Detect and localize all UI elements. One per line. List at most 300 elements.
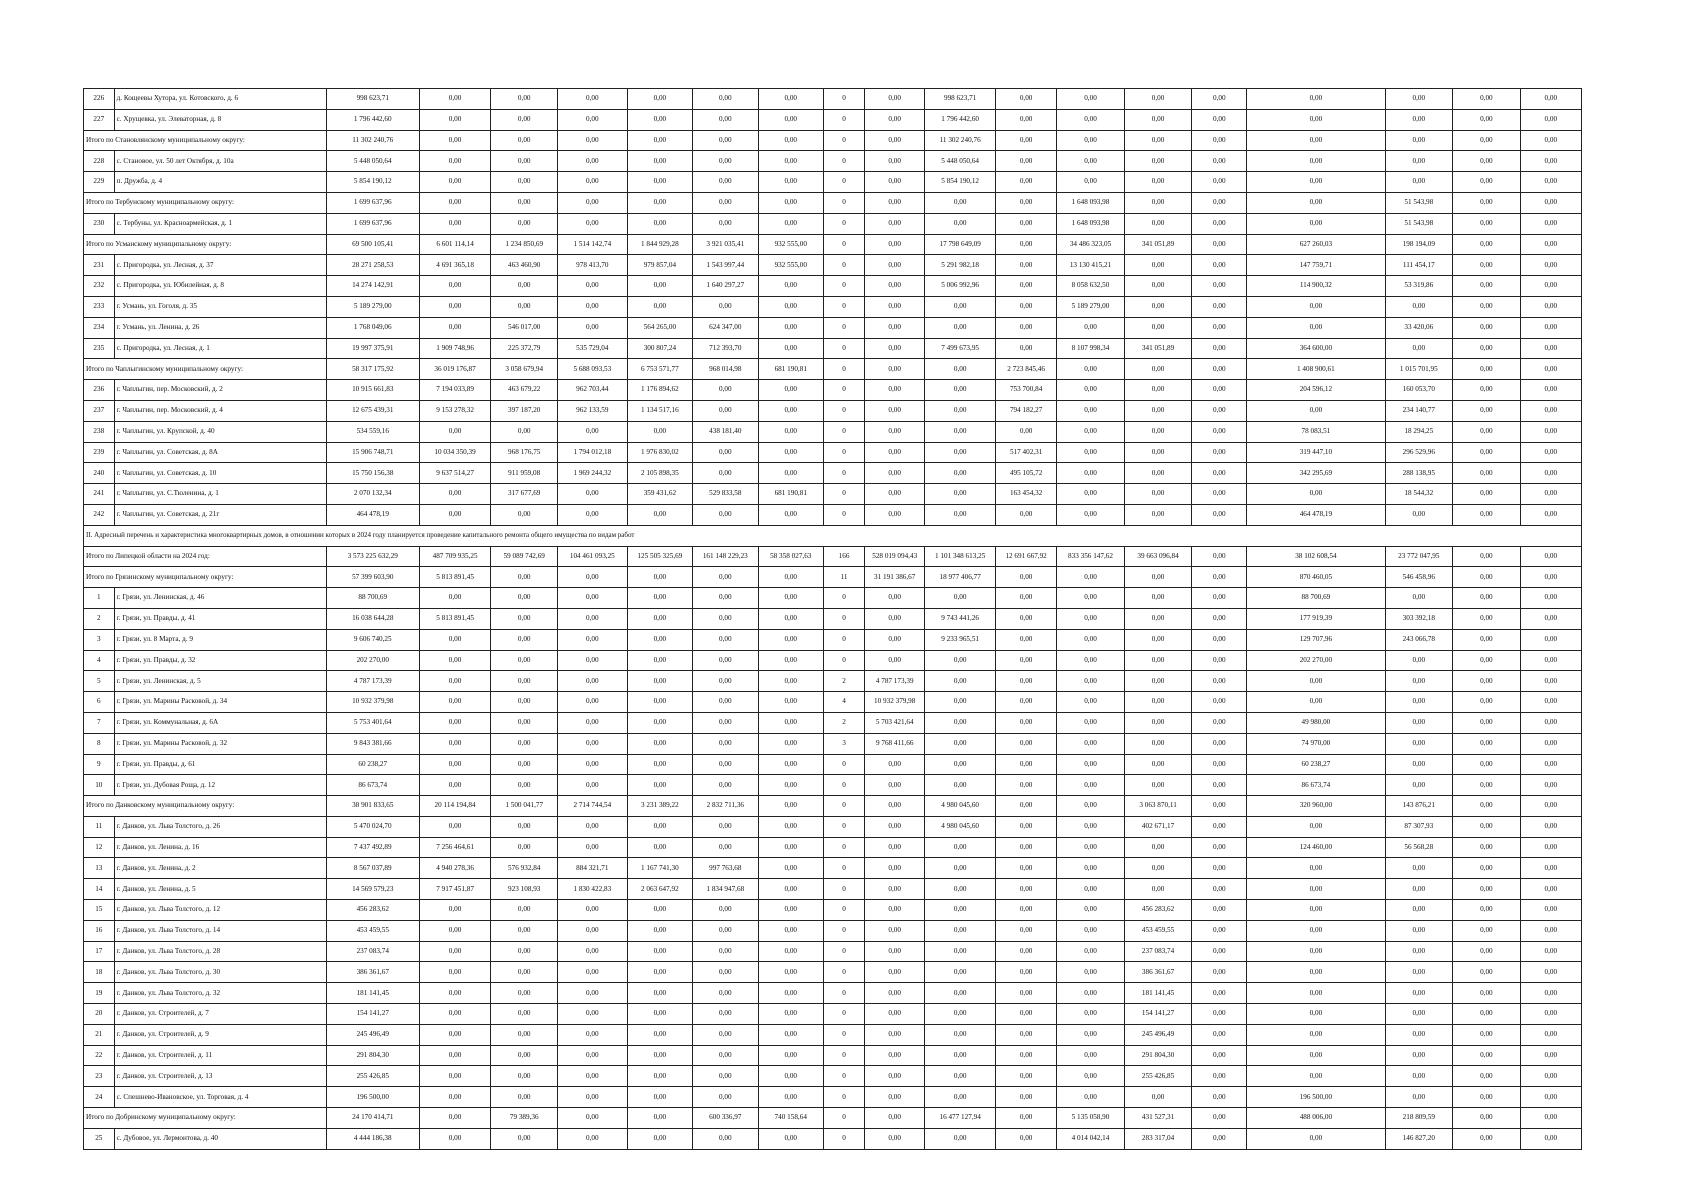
value-cell: 12 675 439,31 bbox=[326, 400, 419, 421]
address-cell: с. Дубовое, ул. Лермонтова, д. 40 bbox=[114, 1128, 326, 1149]
value-cell: 529 833,58 bbox=[693, 484, 758, 505]
value-cell: 0,00 bbox=[1057, 816, 1125, 837]
value-cell: 0,00 bbox=[758, 567, 823, 588]
value-cell: 0,00 bbox=[996, 234, 1057, 255]
value-cell: 0,00 bbox=[1520, 629, 1581, 650]
value-cell: 0,00 bbox=[693, 1128, 758, 1149]
value-cell: 51 543,98 bbox=[1385, 192, 1453, 213]
value-cell: 0 bbox=[823, 380, 864, 401]
table-row bbox=[84, 775, 1582, 796]
value-cell: 1 234 850,69 bbox=[491, 234, 558, 255]
value-cell: 0,00 bbox=[1247, 89, 1385, 110]
address-cell: с. Спешнево-Ивановское, ул. Торговая, д. 4 bbox=[114, 1087, 326, 1108]
value-cell: 202 270,00 bbox=[326, 650, 419, 671]
value-cell: 487 709 935,25 bbox=[419, 546, 491, 567]
value-cell: 0,00 bbox=[1520, 255, 1581, 276]
value-cell: 0,00 bbox=[491, 1024, 558, 1045]
value-cell: 0 bbox=[823, 338, 864, 359]
value-cell: 0,00 bbox=[627, 816, 692, 837]
value-cell: 0,00 bbox=[925, 421, 996, 442]
value-cell: 681 190,81 bbox=[758, 359, 823, 380]
value-cell: 0,00 bbox=[865, 900, 925, 921]
value-cell: 0,00 bbox=[865, 255, 925, 276]
value-cell: 0,00 bbox=[925, 1128, 996, 1149]
value-cell: 3 063 870,11 bbox=[1124, 796, 1192, 817]
value-cell: 0,00 bbox=[1453, 796, 1521, 817]
value-cell: 0,00 bbox=[419, 213, 491, 234]
value-cell: 0,00 bbox=[1385, 1024, 1453, 1045]
value-cell: 0,00 bbox=[996, 255, 1057, 276]
value-cell: 0,00 bbox=[996, 172, 1057, 193]
value-cell: 0,00 bbox=[865, 317, 925, 338]
value-cell: 962 133,59 bbox=[557, 400, 627, 421]
value-cell: 0,00 bbox=[1453, 317, 1521, 338]
value-cell: 0,00 bbox=[1453, 1128, 1521, 1149]
value-cell: 0,00 bbox=[758, 400, 823, 421]
value-cell: 0,00 bbox=[1453, 608, 1521, 629]
address-cell: г. Чаплыгин, ул. Советская, д. 21г bbox=[114, 504, 326, 525]
value-cell: 0,00 bbox=[693, 900, 758, 921]
value-cell: 0,00 bbox=[557, 1087, 627, 1108]
value-cell: 49 980,00 bbox=[1247, 712, 1385, 733]
value-cell: 0,00 bbox=[1124, 172, 1192, 193]
value-cell: 0,00 bbox=[1124, 567, 1192, 588]
value-cell: 0,00 bbox=[693, 296, 758, 317]
value-cell: 0,00 bbox=[1453, 920, 1521, 941]
value-cell: 0,00 bbox=[557, 567, 627, 588]
value-cell: 0,00 bbox=[1057, 1004, 1125, 1025]
value-cell: 0,00 bbox=[491, 130, 558, 151]
value-cell: 431 527,31 bbox=[1124, 1108, 1192, 1129]
value-cell: 0,00 bbox=[865, 1045, 925, 1066]
value-cell: 0,00 bbox=[865, 296, 925, 317]
address-cell: с. Тербуны, ул. Красноармейская, д. 1 bbox=[114, 213, 326, 234]
value-cell: 0,00 bbox=[996, 733, 1057, 754]
value-cell: 0,00 bbox=[1192, 172, 1247, 193]
value-cell: 0,00 bbox=[557, 213, 627, 234]
row-number: 14 bbox=[84, 879, 115, 900]
value-cell: 255 426,85 bbox=[326, 1066, 419, 1087]
value-cell: 624 347,00 bbox=[693, 317, 758, 338]
value-cell: 15 906 748,71 bbox=[326, 442, 419, 463]
row-number: 6 bbox=[84, 692, 115, 713]
value-cell: 0,00 bbox=[1192, 650, 1247, 671]
value-cell: 15 750 156,38 bbox=[326, 463, 419, 484]
value-cell: 0,00 bbox=[996, 941, 1057, 962]
value-cell: 0,00 bbox=[865, 172, 925, 193]
value-cell: 453 459,55 bbox=[1124, 920, 1192, 941]
value-cell: 0,00 bbox=[996, 1004, 1057, 1025]
value-cell: 11 302 240,76 bbox=[326, 130, 419, 151]
value-cell: 53 319,86 bbox=[1385, 276, 1453, 297]
value-cell: 20 114 194,84 bbox=[419, 796, 491, 817]
value-cell: 0,00 bbox=[1124, 608, 1192, 629]
value-cell: 0,00 bbox=[1520, 338, 1581, 359]
value-cell: 0,00 bbox=[1520, 296, 1581, 317]
value-cell: 0,00 bbox=[557, 192, 627, 213]
value-cell: 0,00 bbox=[693, 463, 758, 484]
value-cell: 0,00 bbox=[1124, 712, 1192, 733]
value-cell: 18 977 406,77 bbox=[925, 567, 996, 588]
value-cell: 0,00 bbox=[1520, 733, 1581, 754]
value-cell: 0,00 bbox=[1192, 900, 1247, 921]
value-cell: 0,00 bbox=[996, 671, 1057, 692]
value-cell: 0,00 bbox=[925, 962, 996, 983]
value-cell: 0,00 bbox=[557, 837, 627, 858]
value-cell: 0,00 bbox=[1520, 712, 1581, 733]
value-cell: 59 089 742,69 bbox=[491, 546, 558, 567]
value-cell: 0,00 bbox=[491, 1004, 558, 1025]
value-cell: 181 141,45 bbox=[1124, 983, 1192, 1004]
value-cell: 0,00 bbox=[1247, 983, 1385, 1004]
value-cell: 234 140,77 bbox=[1385, 400, 1453, 421]
value-cell: 0,00 bbox=[925, 296, 996, 317]
value-cell: 34 486 323,05 bbox=[1057, 234, 1125, 255]
value-cell: 74 970,00 bbox=[1247, 733, 1385, 754]
value-cell: 0,00 bbox=[1192, 484, 1247, 505]
value-cell: 1 796 442,60 bbox=[326, 109, 419, 130]
value-cell: 1 969 244,32 bbox=[557, 463, 627, 484]
value-cell: 38 102 608,54 bbox=[1247, 546, 1385, 567]
value-cell: 0,00 bbox=[557, 650, 627, 671]
value-cell: 0,00 bbox=[419, 671, 491, 692]
value-cell: 0,00 bbox=[865, 234, 925, 255]
value-cell: 0,00 bbox=[419, 89, 491, 110]
value-cell: 0,00 bbox=[627, 629, 692, 650]
value-cell: 0,00 bbox=[1057, 109, 1125, 130]
value-cell: 0,00 bbox=[758, 671, 823, 692]
value-cell: 0,00 bbox=[693, 650, 758, 671]
value-cell: 1 976 830,02 bbox=[627, 442, 692, 463]
value-cell: 9 843 381,66 bbox=[326, 733, 419, 754]
address-cell: г. Данков, ул. Льва Толстого, д. 26 bbox=[114, 816, 326, 837]
value-cell: 0,00 bbox=[758, 983, 823, 1004]
value-cell: 0,00 bbox=[1520, 796, 1581, 817]
value-cell: 0,00 bbox=[557, 1004, 627, 1025]
value-cell: 0,00 bbox=[1124, 671, 1192, 692]
value-cell: 0 bbox=[823, 1004, 864, 1025]
value-cell: 0,00 bbox=[1453, 172, 1521, 193]
value-cell: 1 834 947,68 bbox=[693, 879, 758, 900]
value-cell: 0,00 bbox=[419, 629, 491, 650]
value-cell: 0,00 bbox=[1057, 380, 1125, 401]
row-number: 18 bbox=[84, 962, 115, 983]
table-row bbox=[84, 213, 1582, 234]
value-cell: 0,00 bbox=[491, 1128, 558, 1149]
value-cell: 0,00 bbox=[491, 421, 558, 442]
value-cell: 0,00 bbox=[996, 962, 1057, 983]
row-number: 227 bbox=[84, 109, 115, 130]
value-cell: 1 844 929,28 bbox=[627, 234, 692, 255]
value-cell: 0,00 bbox=[925, 1004, 996, 1025]
value-cell: 39 663 096,84 bbox=[1124, 546, 1192, 567]
value-cell: 0,00 bbox=[865, 1128, 925, 1149]
total-row bbox=[84, 192, 1582, 213]
value-cell: 9 743 441,26 bbox=[925, 608, 996, 629]
row-number: 235 bbox=[84, 338, 115, 359]
address-cell: г. Чаплыгин, ул. Советская, д. 10 bbox=[114, 463, 326, 484]
value-cell: 0,00 bbox=[693, 920, 758, 941]
value-cell: 456 283,62 bbox=[1124, 900, 1192, 921]
value-cell: 218 809,59 bbox=[1385, 1108, 1453, 1129]
value-cell: 0,00 bbox=[491, 172, 558, 193]
value-cell: 0,00 bbox=[693, 109, 758, 130]
value-cell: 0,00 bbox=[996, 692, 1057, 713]
value-cell: 0,00 bbox=[693, 192, 758, 213]
value-cell: 283 317,04 bbox=[1124, 1128, 1192, 1149]
value-cell: 0,00 bbox=[996, 1024, 1057, 1045]
value-cell: 0,00 bbox=[758, 380, 823, 401]
value-cell: 0,00 bbox=[1057, 1045, 1125, 1066]
value-cell: 0,00 bbox=[557, 1108, 627, 1129]
value-cell: 0,00 bbox=[693, 754, 758, 775]
value-cell: 0,00 bbox=[996, 1066, 1057, 1087]
value-cell: 0,00 bbox=[996, 567, 1057, 588]
value-cell: 129 707,96 bbox=[1247, 629, 1385, 650]
value-cell: 0,00 bbox=[1247, 816, 1385, 837]
value-cell: 0,00 bbox=[1057, 172, 1125, 193]
value-cell: 1 101 348 613,25 bbox=[925, 546, 996, 567]
value-cell: 0,00 bbox=[1057, 692, 1125, 713]
value-cell: 291 804,30 bbox=[326, 1045, 419, 1066]
value-cell: 0,00 bbox=[996, 1108, 1057, 1129]
value-cell: 31 191 386,67 bbox=[865, 567, 925, 588]
value-cell: 0,00 bbox=[865, 608, 925, 629]
value-cell: 38 901 833,65 bbox=[326, 796, 419, 817]
value-cell: 0,00 bbox=[1453, 546, 1521, 567]
value-cell: 0,00 bbox=[1057, 775, 1125, 796]
value-cell: 0,00 bbox=[1124, 151, 1192, 172]
table-row bbox=[84, 504, 1582, 525]
value-cell: 0,00 bbox=[1057, 151, 1125, 172]
value-cell: 564 265,00 bbox=[627, 317, 692, 338]
value-cell: 0,00 bbox=[1124, 650, 1192, 671]
value-cell: 0,00 bbox=[1192, 588, 1247, 609]
value-cell: 0,00 bbox=[1453, 296, 1521, 317]
value-cell: 0,00 bbox=[1192, 1024, 1247, 1045]
value-cell: 0,00 bbox=[693, 983, 758, 1004]
value-cell: 18 544,32 bbox=[1385, 484, 1453, 505]
value-cell: 2 bbox=[823, 712, 864, 733]
value-cell: 0,00 bbox=[925, 650, 996, 671]
value-cell: 0,00 bbox=[627, 671, 692, 692]
value-cell: 5 854 190,12 bbox=[326, 172, 419, 193]
value-cell: 0 bbox=[823, 421, 864, 442]
value-cell: 0,00 bbox=[1520, 588, 1581, 609]
value-cell: 0,00 bbox=[865, 109, 925, 130]
table-row bbox=[84, 109, 1582, 130]
value-cell: 0,00 bbox=[419, 504, 491, 525]
value-cell: 0,00 bbox=[693, 1045, 758, 1066]
value-cell: 0,00 bbox=[491, 754, 558, 775]
value-cell: 0,00 bbox=[1057, 1066, 1125, 1087]
value-cell: 0,00 bbox=[627, 588, 692, 609]
value-cell: 0,00 bbox=[1247, 151, 1385, 172]
value-cell: 0,00 bbox=[1520, 234, 1581, 255]
value-cell: 0,00 bbox=[1247, 879, 1385, 900]
value-cell: 932 555,00 bbox=[758, 234, 823, 255]
value-cell: 166 bbox=[823, 546, 864, 567]
address-cell: г. Грязи, ул. Дубовая Роща, д. 12 bbox=[114, 775, 326, 796]
value-cell: 0,00 bbox=[1192, 192, 1247, 213]
row-number: 237 bbox=[84, 400, 115, 421]
value-cell: 0,00 bbox=[1385, 712, 1453, 733]
value-cell: 0,00 bbox=[557, 421, 627, 442]
value-cell: 0,00 bbox=[1385, 900, 1453, 921]
value-cell: 0,00 bbox=[925, 1045, 996, 1066]
value-cell: 0,00 bbox=[1453, 1045, 1521, 1066]
value-cell: 0,00 bbox=[1385, 338, 1453, 359]
value-cell: 0,00 bbox=[419, 1066, 491, 1087]
value-cell: 0,00 bbox=[1247, 692, 1385, 713]
value-cell: 0,00 bbox=[1192, 296, 1247, 317]
value-cell: 488 006,00 bbox=[1247, 1108, 1385, 1129]
value-cell: 0,00 bbox=[925, 317, 996, 338]
table-row bbox=[84, 837, 1582, 858]
value-cell: 0,00 bbox=[1057, 733, 1125, 754]
value-cell: 320 960,00 bbox=[1247, 796, 1385, 817]
value-cell: 0,00 bbox=[419, 1108, 491, 1129]
value-cell: 0,00 bbox=[996, 796, 1057, 817]
table-row bbox=[84, 983, 1582, 1004]
value-cell: 0,00 bbox=[1453, 1108, 1521, 1129]
value-cell: 0,00 bbox=[1520, 109, 1581, 130]
value-cell: 0,00 bbox=[1124, 463, 1192, 484]
value-cell: 0,00 bbox=[865, 858, 925, 879]
address-cell: с. Пригородка, ул. Лесная, д. 37 bbox=[114, 255, 326, 276]
value-cell: 0,00 bbox=[557, 276, 627, 297]
value-cell: 0,00 bbox=[996, 109, 1057, 130]
value-cell: 0,00 bbox=[758, 650, 823, 671]
value-cell: 0,00 bbox=[491, 712, 558, 733]
value-cell: 0,00 bbox=[1192, 920, 1247, 941]
value-cell: 0,00 bbox=[627, 296, 692, 317]
value-cell: 0,00 bbox=[1247, 317, 1385, 338]
value-cell: 0,00 bbox=[1192, 317, 1247, 338]
value-cell: 0,00 bbox=[758, 733, 823, 754]
value-cell: 0,00 bbox=[758, 796, 823, 817]
value-cell: 0,00 bbox=[865, 380, 925, 401]
value-cell: 0,00 bbox=[419, 1128, 491, 1149]
value-cell: 0,00 bbox=[627, 421, 692, 442]
value-cell: 0 bbox=[823, 941, 864, 962]
value-cell: 0,00 bbox=[419, 920, 491, 941]
value-cell: 0,00 bbox=[1453, 837, 1521, 858]
value-cell: 0,00 bbox=[693, 588, 758, 609]
row-number: 5 bbox=[84, 671, 115, 692]
value-cell: 0 bbox=[823, 900, 864, 921]
value-cell: 0,00 bbox=[996, 650, 1057, 671]
address-cell: г. Грязи, ул. Ленинская, д. 46 bbox=[114, 588, 326, 609]
section-title: II. Адресный перечень и характеристика многоквартирных домов, в отношении которых в 2024 году планируется проведение капитального ремонта общего имущества по видам работ bbox=[84, 525, 1582, 546]
value-cell: 0,00 bbox=[491, 650, 558, 671]
value-cell: 33 420,06 bbox=[1385, 317, 1453, 338]
table-body bbox=[84, 89, 1582, 1150]
value-cell: 0,00 bbox=[996, 837, 1057, 858]
address-cell: г. Данков, ул. Льва Толстого, д. 28 bbox=[114, 941, 326, 962]
value-cell: 0,00 bbox=[491, 837, 558, 858]
value-cell: 0,00 bbox=[1453, 879, 1521, 900]
value-cell: 0,00 bbox=[491, 109, 558, 130]
value-cell: 0,00 bbox=[693, 816, 758, 837]
value-cell: 10 915 661,83 bbox=[326, 380, 419, 401]
row-number: 1 bbox=[84, 588, 115, 609]
value-cell: 0,00 bbox=[1247, 1004, 1385, 1025]
value-cell: 0,00 bbox=[1124, 109, 1192, 130]
value-cell: 0,00 bbox=[557, 692, 627, 713]
value-cell: 0,00 bbox=[491, 983, 558, 1004]
value-cell: 0,00 bbox=[419, 692, 491, 713]
value-cell: 0,00 bbox=[693, 733, 758, 754]
value-cell: 317 677,69 bbox=[491, 484, 558, 505]
value-cell: 14 569 579,23 bbox=[326, 879, 419, 900]
value-cell: 0,00 bbox=[1453, 338, 1521, 359]
value-cell: 7 499 673,95 bbox=[925, 338, 996, 359]
table-row bbox=[84, 900, 1582, 921]
table-row bbox=[84, 1066, 1582, 1087]
value-cell: 9 233 965,51 bbox=[925, 629, 996, 650]
value-cell: 0,00 bbox=[627, 504, 692, 525]
value-cell: 0,00 bbox=[1385, 920, 1453, 941]
value-cell: 0,00 bbox=[1520, 900, 1581, 921]
value-cell: 0,00 bbox=[1124, 255, 1192, 276]
address-cell: г. Чаплыгин, пер. Московский, д. 2 bbox=[114, 380, 326, 401]
value-cell: 0,00 bbox=[419, 900, 491, 921]
value-cell: 0,00 bbox=[693, 962, 758, 983]
value-cell: 0,00 bbox=[1453, 567, 1521, 588]
value-cell: 0,00 bbox=[627, 754, 692, 775]
value-cell: 0,00 bbox=[1453, 733, 1521, 754]
value-cell: 0,00 bbox=[693, 1004, 758, 1025]
address-cell: с. Пригородка, ул. Лесная, д. 1 bbox=[114, 338, 326, 359]
value-cell: 0,00 bbox=[1520, 213, 1581, 234]
value-cell: 0,00 bbox=[557, 671, 627, 692]
value-cell: 0,00 bbox=[1385, 1087, 1453, 1108]
value-cell: 9 637 514,27 bbox=[419, 463, 491, 484]
value-cell: 1 543 997,44 bbox=[693, 255, 758, 276]
value-cell: 0,00 bbox=[627, 1087, 692, 1108]
value-cell: 198 194,09 bbox=[1385, 234, 1453, 255]
row-number: 226 bbox=[84, 89, 115, 110]
value-cell: 0,00 bbox=[865, 421, 925, 442]
value-cell: 5 189 279,00 bbox=[1057, 296, 1125, 317]
total-label: Итого по Данковскому муниципальному округу: bbox=[84, 796, 327, 817]
value-cell: 1 796 442,60 bbox=[925, 109, 996, 130]
value-cell: 0,00 bbox=[1385, 172, 1453, 193]
value-cell: 0 bbox=[823, 1128, 864, 1149]
value-cell: 0,00 bbox=[557, 109, 627, 130]
value-cell: 0,00 bbox=[925, 733, 996, 754]
value-cell: 833 356 147,62 bbox=[1057, 546, 1125, 567]
value-cell: 79 389,36 bbox=[491, 1108, 558, 1129]
value-cell: 0,00 bbox=[1247, 1066, 1385, 1087]
value-cell: 0,00 bbox=[865, 463, 925, 484]
value-cell: 0,00 bbox=[925, 504, 996, 525]
value-cell: 0,00 bbox=[865, 359, 925, 380]
value-cell: 0 bbox=[823, 296, 864, 317]
value-cell: 0,00 bbox=[1520, 276, 1581, 297]
value-cell: 0,00 bbox=[1192, 276, 1247, 297]
table-row bbox=[84, 816, 1582, 837]
total-label: Итого по Становлянскому муниципальному округу: bbox=[84, 130, 327, 151]
value-cell: 0,00 bbox=[1124, 1087, 1192, 1108]
value-cell: 0,00 bbox=[1057, 879, 1125, 900]
value-cell: 0,00 bbox=[758, 463, 823, 484]
value-cell: 0,00 bbox=[1192, 213, 1247, 234]
value-cell: 0,00 bbox=[627, 1108, 692, 1129]
value-cell: 0,00 bbox=[996, 130, 1057, 151]
value-cell: 0,00 bbox=[557, 172, 627, 193]
